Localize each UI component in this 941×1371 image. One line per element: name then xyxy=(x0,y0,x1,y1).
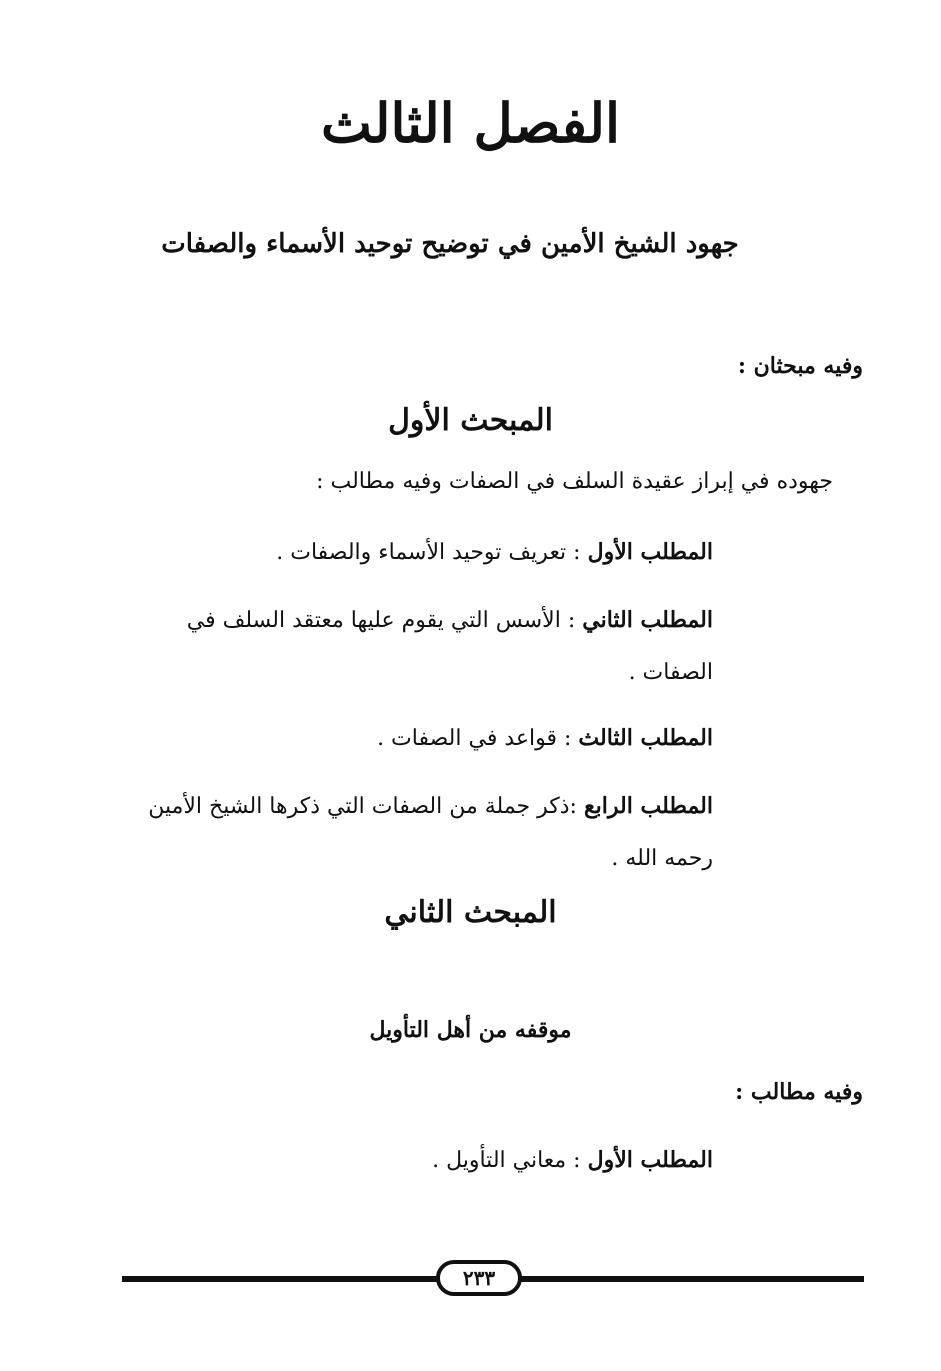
section-1-item-2 xyxy=(113,594,713,699)
item-label: المطلب الثالث xyxy=(578,725,713,751)
item-label: المطلب الأول xyxy=(587,1147,713,1173)
page-number: ٢٣٣ xyxy=(436,1260,522,1296)
footer-rule-left xyxy=(122,1276,444,1282)
section-2-item-1 xyxy=(432,1134,713,1187)
item-label: المطلب الرابع xyxy=(583,793,713,819)
chapter-subtitle: جهود الشيخ الأمين في توضيح توحيد الأسماء والصفات xyxy=(161,229,739,259)
section-1-item-4 xyxy=(113,780,713,885)
section-2-intro: وفيه مطالب : xyxy=(735,1079,863,1105)
section-2-heading: المبحث الثاني xyxy=(384,895,557,930)
chapter-title: الفصل الثالث xyxy=(321,91,620,155)
section-1-heading: المبحث الأول xyxy=(388,403,553,438)
item-label: المطلب الثاني xyxy=(582,607,713,633)
item-text: : معاني التأويل . xyxy=(432,1148,581,1173)
footer-rule-right xyxy=(512,1276,864,1282)
section-1-item-3 xyxy=(377,712,713,765)
sections-intro: وفيه مبحثان : xyxy=(737,353,863,379)
item-text: :ذكر جملة من الصفات التي ذكرها الشيخ الأمين رحمه الله . xyxy=(148,794,713,871)
item-text: : الأسس التي يقوم عليها معتقد السلف في الصفات . xyxy=(186,608,713,685)
section-2-description: موقفه من أهل التأويل xyxy=(369,1017,572,1043)
item-text: : قواعد في الصفات . xyxy=(377,726,572,751)
item-label: المطلب الأول xyxy=(587,539,713,565)
item-text: : تعريف توحيد الأسماء والصفات . xyxy=(276,540,581,565)
section-1-description: جهوده في إبراز عقيدة السلف في الصفات وفيه مطالب : xyxy=(316,469,833,494)
section-1-item-1 xyxy=(276,526,713,579)
